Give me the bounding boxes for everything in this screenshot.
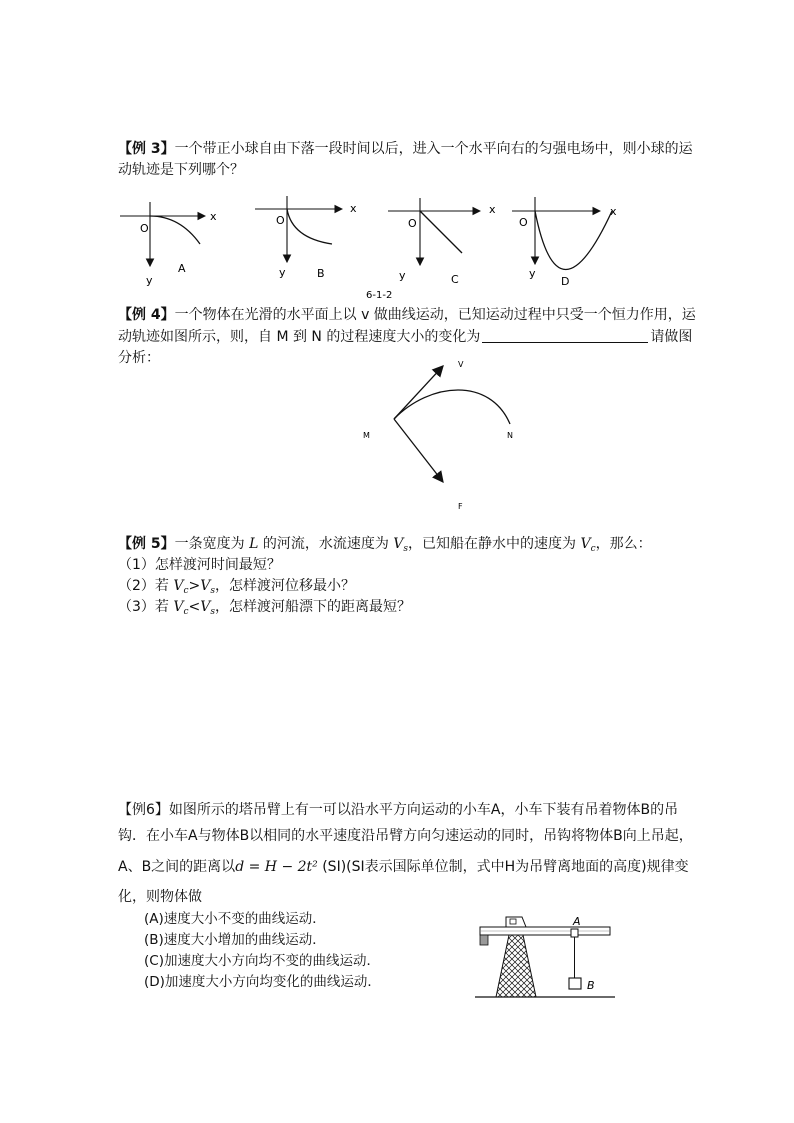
graph-c-origin: O xyxy=(408,217,417,230)
ex4-line-1 xyxy=(118,305,696,325)
ex3-tag: 【例 3】 xyxy=(118,141,175,157)
graph-d-origin: O xyxy=(519,216,528,229)
graph-b-origin: O xyxy=(276,214,285,227)
ex5-q2-post: ，怎样渡河位移最小？ xyxy=(215,578,356,594)
ex6-line-3 xyxy=(118,857,689,877)
ex5-q2-compare: > xyxy=(188,578,201,594)
ex5-q3-post: ，怎样渡河船漂下的距离最短？ xyxy=(215,599,412,615)
trolley-a xyxy=(571,929,578,937)
tower-crane-figure xyxy=(470,905,620,1003)
graph-b-label: B xyxy=(317,267,325,280)
option-d-text: (D)加速度大小方向均变化的曲线运动． xyxy=(144,974,381,990)
graph-b-y: y xyxy=(279,266,286,279)
label-n: N xyxy=(507,431,513,440)
graph-d-label: D xyxy=(561,275,570,288)
ex5-q2-sub1: c xyxy=(183,586,189,596)
ex6-line-2 xyxy=(118,826,693,846)
ex6-text-4: 化，则物体做 xyxy=(118,889,202,905)
crane-cab xyxy=(506,917,526,927)
graph-a xyxy=(120,202,217,287)
graph-c-x: x xyxy=(489,203,496,216)
symbol-vs: V xyxy=(393,536,404,552)
label-m: M xyxy=(363,431,370,440)
ex5-q2-pre: （2）若 xyxy=(118,578,174,594)
graph-d-y: y xyxy=(529,267,536,280)
figure-number: 6-1-2 xyxy=(366,290,393,300)
symbol-vs-sub: s xyxy=(403,544,409,554)
ex3-trajectory-graphs xyxy=(110,180,670,300)
ex5-q3-v1: V xyxy=(173,599,184,615)
ex5-text-a: 一条宽度为 xyxy=(174,536,250,552)
ex4-text-3: 分析： xyxy=(118,350,160,366)
ex4-trajectory-figure xyxy=(350,352,540,514)
ex6-line-1 xyxy=(118,800,678,820)
graph-d-x: x xyxy=(610,205,617,218)
graph-a-x: x xyxy=(210,210,217,223)
ex4-tag: 【例 4】 xyxy=(118,307,175,323)
option-b[interactable] xyxy=(144,931,326,949)
symbol-l: L xyxy=(249,536,259,552)
ex5-text-b: 的河流，水流速度为 xyxy=(258,536,394,552)
ex5-q2-sub2: s xyxy=(210,586,216,596)
ex5-text-c: ，已知船在静水中的速度为 xyxy=(408,536,581,552)
label-b: B xyxy=(587,979,595,992)
ex6-text-3: A、B之间的距离以 xyxy=(118,859,236,875)
ex3-line-1 xyxy=(118,139,693,159)
symbol-vc-sub: c xyxy=(590,544,596,554)
option-d[interactable] xyxy=(144,973,381,991)
ex6-formula: d = H − 2t² xyxy=(235,859,318,875)
ex4-text-1: 一个物体在光滑的水平面上以 v 做曲线运动，已知运动过程中只受一个恒力作用，运 xyxy=(174,307,696,323)
ex4-text-2b: 请做图 xyxy=(650,329,693,345)
graph-a-label: A xyxy=(178,262,186,275)
graph-b-x: x xyxy=(350,202,357,215)
symbol-vc: V xyxy=(580,536,591,552)
ex5-q2-v2: V xyxy=(200,578,211,594)
answer-blank[interactable] xyxy=(482,328,648,343)
ex4-text-2: 动轨迹如图所示，则，自 M 到 N 的过程速度大小的变化为 xyxy=(118,329,481,345)
ex5-question-3 xyxy=(118,597,411,622)
ex4-line-3 xyxy=(118,348,160,368)
ex5-q3-pre: （3）若 xyxy=(118,599,174,615)
ex6-tag: 【例6】 xyxy=(118,802,169,818)
option-c[interactable] xyxy=(144,952,380,970)
object-b xyxy=(569,978,581,989)
label-f: F xyxy=(458,502,463,511)
graph-a-y: y xyxy=(146,274,153,287)
ex6-text-3b: (SI)(SI表示国际单位制，式中H为吊臂离地面的高度)规律变 xyxy=(317,859,689,875)
option-a[interactable] xyxy=(144,910,326,928)
ex5-q3-v2: V xyxy=(200,599,211,615)
graph-c-label: C xyxy=(451,273,459,286)
option-c-text: (C)加速度大小方向均不变的曲线运动． xyxy=(144,953,380,969)
option-b-text: (B)速度大小增加的曲线运动． xyxy=(144,932,326,948)
ex3-line-2 xyxy=(118,160,244,180)
counterweight xyxy=(480,935,488,945)
ex3-text-1: 一个带正小球自由下落一段时间以后，进入一个水平向右的匀强电场中，则小球的运 xyxy=(174,141,693,157)
ex5-q3-sub1: c xyxy=(183,607,189,617)
graph-a-origin: O xyxy=(140,222,149,235)
ex5-q3-sub2: s xyxy=(210,607,216,617)
ex5-text-d: ，那么： xyxy=(595,536,652,552)
graph-d xyxy=(512,197,617,288)
ex5-q2-v1: V xyxy=(173,578,184,594)
ex6-text-1: 如图所示的塔吊臂上有一可以沿水平方向运动的小车A，小车下装有吊着物体B的吊 xyxy=(168,802,679,818)
ex3-text-2: 动轨迹是下列哪个？ xyxy=(118,162,244,178)
ex6-line-4 xyxy=(118,887,202,907)
ex5-q3-compare: < xyxy=(188,599,201,615)
ex6-text-2: 钩．在小车A与物体B以相同的水平速度沿吊臂方向匀速运动的同时，吊钩将物体B向上吊起， xyxy=(118,828,693,844)
label-v: V xyxy=(458,360,464,369)
option-a-text: (A)速度大小不变的曲线运动． xyxy=(144,911,326,927)
ex5-q1-text: （1）怎样渡河时间最短？ xyxy=(118,557,281,573)
graph-c-y: y xyxy=(399,269,406,282)
graph-c xyxy=(388,198,496,286)
ex5-tag: 【例 5】 xyxy=(118,536,175,552)
graph-b xyxy=(255,196,357,280)
label-a: A xyxy=(573,915,581,928)
ex5-question-1 xyxy=(118,555,281,575)
ex4-line-2 xyxy=(118,327,692,347)
crane-tower xyxy=(496,935,536,997)
